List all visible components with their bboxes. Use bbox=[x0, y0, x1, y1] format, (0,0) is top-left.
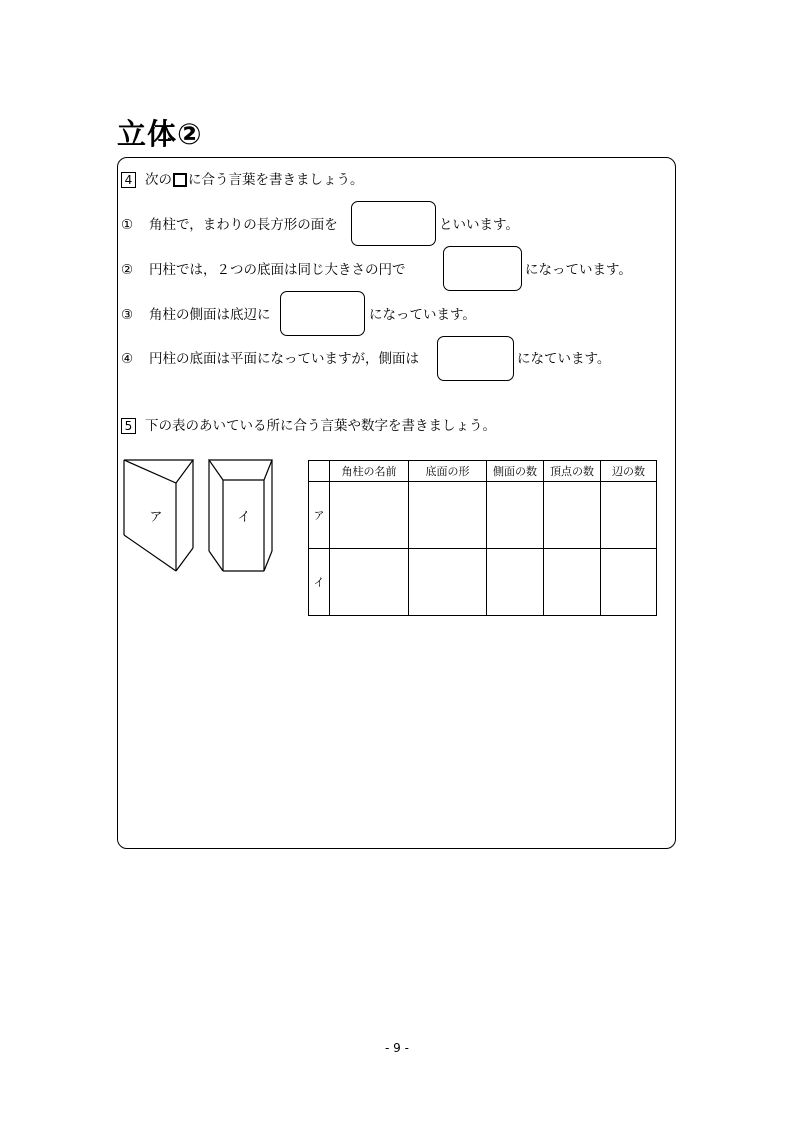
table-cell[interactable] bbox=[330, 482, 409, 549]
q4-item-2-after: になっています。 bbox=[525, 262, 632, 278]
shape-label-i: イ bbox=[237, 510, 251, 525]
q4-item-4-mark: ④ bbox=[121, 351, 134, 367]
table-header-blank bbox=[309, 461, 330, 482]
table-row bbox=[309, 549, 657, 616]
q4-item-1-before-line bbox=[121, 217, 338, 233]
table-row-label-a: ア bbox=[309, 482, 330, 549]
q5-instruction-text: 下の表のあいている所に合う言葉や数字を書きましょう。 bbox=[145, 418, 496, 434]
q4-instruction-before: 次の bbox=[145, 172, 172, 188]
q4-item-3-answer-box[interactable] bbox=[280, 291, 365, 336]
table-cell[interactable] bbox=[409, 482, 487, 549]
q4-item-4-before-line bbox=[121, 351, 419, 367]
table-cell[interactable] bbox=[487, 549, 544, 616]
table-cell[interactable] bbox=[409, 549, 487, 616]
q4-item-1-mark: ① bbox=[121, 217, 134, 233]
q4-item-3-mark: ③ bbox=[121, 307, 134, 323]
q4-instruction-after: に合う言葉を書きましょう。 bbox=[188, 172, 364, 188]
q4-item-2-mark: ② bbox=[121, 262, 134, 278]
table-cell[interactable] bbox=[601, 482, 657, 549]
q4-item-2-before: 円柱では，２つの底面は同じ大きさの円で bbox=[149, 262, 406, 278]
table-header-side-count: 側面の数 bbox=[487, 461, 544, 482]
q4-item-4-answer-box[interactable] bbox=[437, 336, 514, 381]
table-header-row bbox=[309, 461, 657, 482]
answer-table bbox=[308, 460, 657, 616]
q4-item-1-answer-box[interactable] bbox=[351, 201, 436, 246]
blank-square-icon bbox=[173, 173, 187, 187]
q4-item-4-after: になています。 bbox=[517, 351, 611, 367]
page-title: 立体② bbox=[117, 117, 203, 151]
page-number: - 9 - bbox=[385, 1041, 409, 1055]
table-cell[interactable] bbox=[544, 549, 601, 616]
q5-instruction bbox=[121, 418, 496, 434]
table-row bbox=[309, 482, 657, 549]
prism-figures bbox=[120, 455, 290, 580]
q4-item-2-before-line bbox=[121, 262, 406, 278]
table-header-base-shape: 底面の形 bbox=[409, 461, 487, 482]
q4-item-3-after: になっています。 bbox=[369, 307, 476, 323]
table-cell[interactable] bbox=[601, 549, 657, 616]
q5-number: 5 bbox=[121, 418, 136, 434]
shape-label-a: ア bbox=[149, 510, 163, 525]
q4-item-1-before: 角柱で，まわりの長方形の面を bbox=[149, 217, 338, 233]
q4-item-2-answer-box[interactable] bbox=[443, 246, 522, 291]
table-header-edge-count: 辺の数 bbox=[601, 461, 657, 482]
q4-item-1-after: といいます。 bbox=[439, 217, 519, 233]
table-cell[interactable] bbox=[544, 482, 601, 549]
table-cell[interactable] bbox=[487, 482, 544, 549]
table-header-vertex-count: 頂点の数 bbox=[544, 461, 601, 482]
table-row-label-i: イ bbox=[309, 549, 330, 616]
q4-number: 4 bbox=[121, 172, 136, 188]
q4-instruction bbox=[121, 172, 364, 188]
q4-item-4-before: 円柱の底面は平面になっていますが，側面は bbox=[149, 351, 419, 367]
q4-item-3-before-line bbox=[121, 307, 271, 323]
table-header-name: 角柱の名前 bbox=[330, 461, 409, 482]
q4-item-3-before: 角柱の側面は底辺に bbox=[149, 307, 271, 323]
table-cell[interactable] bbox=[330, 549, 409, 616]
